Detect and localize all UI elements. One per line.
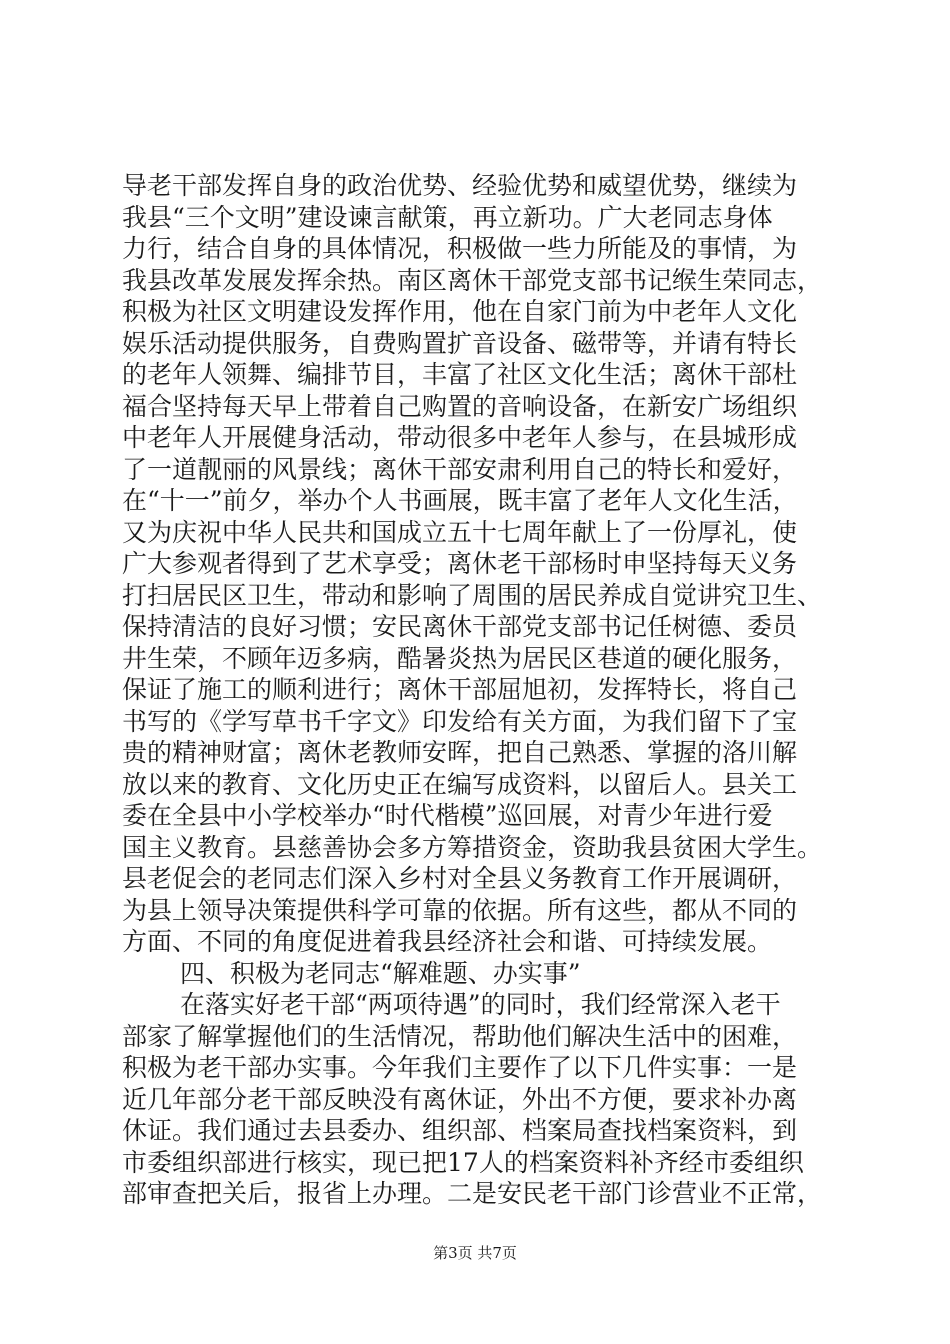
body-line: 委在全县中小学校举办“时代楷模”巡回展，对青少年进行爱 xyxy=(122,801,773,830)
body-line: 市委组织部进行核实，现已把17人的档案资料补齐经市委组织 xyxy=(122,1147,804,1177)
body-line: 导老干部发挥自身的政治优势、经验优势和威望优势，继续为 xyxy=(122,171,798,200)
body-line: 保持清洁的良好习惯；安民离休干部党支部书记任树德、委员 xyxy=(122,612,798,641)
body-line: 中老年人开展健身活动，带动很多中老年人参与，在县城形成 xyxy=(122,423,798,452)
body-line: 县老促会的老同志们深入乡村对全县义务教育工作开展调研， xyxy=(122,864,798,893)
body-line: 打扫居民区卫生，带动和影响了周围的居民养成自觉讲究卫生、 xyxy=(122,580,823,610)
body-line: 积极为社区文明建设发挥作用，他在自家门前为中老年人文化 xyxy=(122,297,798,326)
body-line: 又为庆祝中华人民共和国成立五十七周年献上了一份厚礼，使 xyxy=(122,517,798,547)
page-number-footer: 第3页 共7页 xyxy=(433,1244,517,1262)
document-body xyxy=(122,170,834,1210)
body-line: 井生荣，不顾年迈多病，酷暑炎热为居民区巷道的硬化服务， xyxy=(122,643,798,673)
body-line: 在“十一”前夕，举办个人书画展，既丰富了老年人文化生活， xyxy=(122,486,798,515)
paragraph-first-line: 在落实好老干部“两项待遇”的同时，我们经常深入老干 xyxy=(180,990,781,1019)
body-line: 娱乐活动提供服务，自费购置扩音设备、磁带等，并请有特长 xyxy=(122,328,798,358)
body-line: 贵的精神财富；离休老教师安晖，把自己熟悉、掌握的洛川解 xyxy=(122,738,798,767)
body-line: 部家了解掌握他们的生活情况，帮助他们解决生活中的困难， xyxy=(122,1021,798,1051)
body-line: 为县上领导决策提供科学可靠的依据。所有这些，都从不同的 xyxy=(122,895,798,925)
body-line: 我县“三个文明”建设谏言献策，再立新功。广大老同志身体 xyxy=(122,202,773,232)
body-line: 方面、不同的角度促进着我县经济社会和谐、可持续发展。 xyxy=(122,927,773,956)
body-line: 积极为老干部办实事。今年我们主要作了以下几件实事：一是 xyxy=(122,1053,798,1082)
body-line: 的老年人领舞、编排节目，丰富了社区文化生活；离休干部杜 xyxy=(122,360,798,389)
body-line: 放以来的教育、文化历史正在编写成资料，以留后人。县关工 xyxy=(122,769,798,799)
body-line: 福合坚持每天早上带着自己购置的音响设备，在新安广场组织 xyxy=(122,391,798,421)
body-line: 部审查把关后，报省上办理。二是安民老干部门诊营业不正常， xyxy=(122,1179,823,1208)
body-line: 休证。我们通过去县委办、组织部、档案局查找档案资料，到 xyxy=(122,1116,798,1145)
body-line: 近几年部分老干部反映没有离休证，外出不方便，要求补办离 xyxy=(122,1084,798,1114)
body-line: 我县改革发展发挥余热。南区离休干部党支部书记缑生荣同志， xyxy=(122,265,823,295)
body-line: 国主义教育。县慈善协会多方筹措资金，资助我县贫困大学生。 xyxy=(122,832,823,862)
body-line: 力行，结合自身的具体情况，积极做一些力所能及的事情，为 xyxy=(122,234,798,263)
body-line: 书写的《学写草书千字文》印发给有关方面，为我们留下了宝 xyxy=(122,706,798,736)
body-line: 了一道靓丽的风景线；离休干部安肃利用自己的特长和爱好， xyxy=(122,454,798,484)
body-line: 广大参观者得到了艺术享受；离休老干部杨时申坚持每天义务 xyxy=(122,549,798,578)
body-line: 保证了施工的顺利进行；离休干部屈旭初，发挥特长，将自己 xyxy=(122,675,798,704)
section-heading: 四、积极为老同志“解难题、办实事” xyxy=(180,958,581,988)
